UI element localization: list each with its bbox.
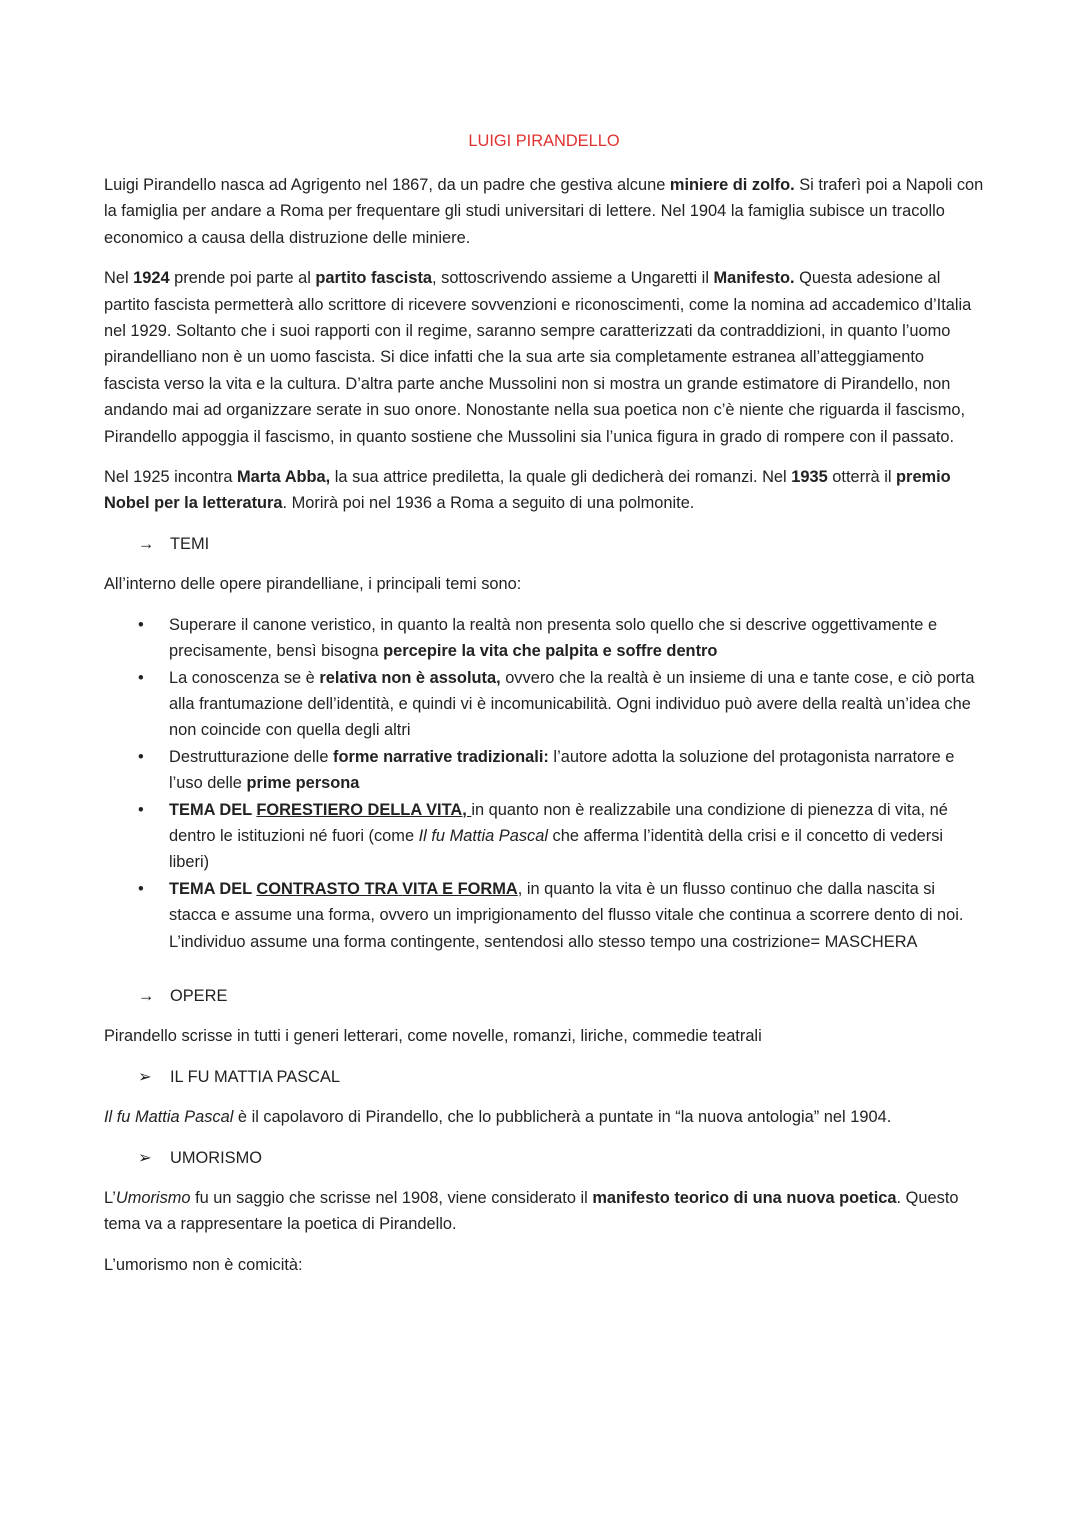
temi-intro: All’interno delle opere pirandelliane, i principali temi sono: [104, 575, 522, 594]
bold-run: Manifesto. [713, 269, 795, 288]
bullet-icon: • [138, 800, 144, 819]
bullet-icon: • [138, 879, 144, 898]
text-run: ovvero che la realtà è un insieme di una e tante cose, e ciò porta alla frantumazione dell’identità, e quindi vi è incomunicabilità. Ogni individuo può avere della realtà un’idea che non coincide con quella degli altri [169, 668, 975, 740]
subsection-heading-text: IL FU MATTIA PASCAL [170, 1067, 341, 1086]
arrowhead-bullet-icon: ➢ [138, 1067, 152, 1086]
list-item [104, 665, 984, 744]
bold-underlined-run: CONTRASTO TRA VITA E FORMA [256, 879, 518, 898]
list-item [104, 744, 984, 797]
italic-run: Il fu Mattia Pascal [418, 826, 548, 845]
section-heading-temi [138, 531, 984, 557]
list-item [104, 876, 984, 955]
bold-run: 1935 [791, 468, 828, 487]
bold-underlined-run: FORESTIERO DELLA VITA, [256, 800, 472, 819]
text-run: , sottoscrivendo assieme a Ungaretti il [432, 269, 714, 288]
bullet-icon: • [138, 747, 144, 766]
mattia-paragraph [104, 1104, 984, 1130]
arrowhead-bullet-icon: ➢ [138, 1148, 152, 1167]
opere-intro: Pirandello scrisse in tutti i generi letterari, come novelle, romanzi, liriche, commedie teatrali [104, 1027, 762, 1046]
bold-run: TEMA DEL [169, 879, 257, 898]
bio-paragraph-1 [104, 172, 984, 251]
section-heading-text: OPERE [170, 986, 228, 1005]
list-item [104, 612, 984, 665]
bold-run: Marta Abba, [237, 468, 331, 487]
text-run: L’ [104, 1189, 116, 1207]
bold-run: premio Nobel per la letteratura [104, 468, 951, 513]
bold-run: prime persona [246, 774, 360, 793]
bold-run: percepire la vita che palpita e soffre dentro [383, 642, 718, 661]
bold-run: manifesto teorico di una nuova poetica [592, 1189, 897, 1207]
text-run: è il capolavoro di Pirandello, che lo pubblicherà a puntate in “la nuova antologia” nel 1904. [233, 1108, 892, 1127]
subsection-heading-text: UMORISMO [170, 1148, 262, 1167]
section-heading-text: TEMI [170, 534, 210, 553]
document-page [104, 126, 984, 1292]
text-run: l’autore adotta la soluzione del protagonista narratore e l’uso delle [169, 747, 955, 793]
bold-run: TEMA DEL [169, 800, 257, 819]
text-run: fu un saggio che scrisse nel 1908, viene considerato il [190, 1189, 593, 1207]
bold-run: partito fascista [315, 269, 433, 288]
bold-run: miniere di zolfo. [669, 176, 795, 194]
text-run: , in quanto la vita è un flusso continuo che dalla nascita si stacca e assume una forma, ovvero un imprigionamento del flusso vitale che continua a scorrere dento di noi. L’individuo assume una forma contingente, sentendosi allo stesso tempo una costrizione= MASCHERA [169, 879, 964, 951]
text-run: Luigi Pirandello nasca ad Agrigento nel 1867, da un padre che gestiva alcune [104, 176, 670, 194]
text-run: Destrutturazione delle [169, 747, 333, 766]
list-item [104, 797, 984, 876]
italic-run: Il fu Mattia Pascal [104, 1108, 234, 1127]
text-run: Superare il canone veristico, in quanto la realtà non presenta solo quello che si descrive oggettivamente e precisamente, bensì bisogna [169, 615, 938, 661]
subsection-heading-mattia-pascal [138, 1064, 984, 1090]
text-run: prende poi parte al [169, 269, 316, 288]
themes-list [104, 612, 984, 955]
text-run: . Questo tema va a rappresentare la poetica di Pirandello. [104, 1189, 959, 1234]
text-run: La conoscenza se è [169, 668, 320, 687]
subsection-heading-umorismo [138, 1145, 984, 1171]
bold-run: forme narrative tradizionali: [333, 747, 549, 766]
bio-paragraph-3 [104, 464, 984, 517]
arrow-right-icon: → [138, 986, 155, 1005]
text-run: . Morirà poi nel 1936 a Roma a seguito di una polmonite. [282, 494, 695, 513]
text-run: Nel 1925 incontra [104, 468, 238, 487]
bold-run: relativa non è assoluta, [319, 668, 501, 687]
text-run: che afferma l’identità della crisi e il concetto di vedersi liberi) [169, 826, 944, 872]
bold-run: 1924 [133, 269, 170, 288]
text-run: Nel [104, 269, 134, 288]
bio-paragraph-2 [104, 265, 984, 450]
umorismo-paragraph [104, 1185, 984, 1238]
title-text: LUIGI PIRANDELLO [468, 132, 620, 150]
document-title [104, 126, 984, 156]
section-heading-opere [138, 983, 984, 1009]
text-run: in quanto non è realizzabile una condizione di pienezza di vita, né dentro le istituzioni né fuori (come [169, 800, 948, 845]
text-run: otterrà il [827, 468, 897, 487]
italic-run: Umorismo [115, 1189, 191, 1207]
text-run: Si traferì poi a Napoli con la famiglia per andare a Roma per frequentare gli studi universitari di lettere. Nel 1904 la famiglia subisce un tracollo economico a causa della distruzione delle miniere. [104, 176, 984, 247]
bullet-icon: • [138, 668, 144, 687]
bullet-icon: • [138, 615, 144, 634]
arrow-right-icon: → [138, 534, 155, 553]
text-run: Questa adesione al partito fascista permetterà allo scrittore di ricevere sovvenzioni e riconoscimenti, come la nomina ad accademico d’Italia nel 1929. Soltanto che i suoi rapporti con il regime, saranno sempre caratterizzati da contraddizioni, in quanto l’uomo pirandelliano non è un uomo fascista. Si dice infatti che la sua arte sia completamente estranea all’atteggiamento fascista verso la vita e la cultura. D’altra parte anche Mussolini non si mostra un grande estimatore di Pirandello, non andando mai ad organizzare serate in suo onore. Nonostante nella sua poetica non c’è niente che riguarda il fascismo, Pirandello appoggia il fascismo, in quanto sostiene che Mussolini sia l’unica figura in grado di rompere con il passato. [104, 269, 972, 446]
text-run: la sua attrice prediletta, la quale gli dedicherà dei romanzi. Nel [330, 468, 792, 487]
umorismo-last-line: L’umorismo non è comicità: [104, 1255, 303, 1274]
